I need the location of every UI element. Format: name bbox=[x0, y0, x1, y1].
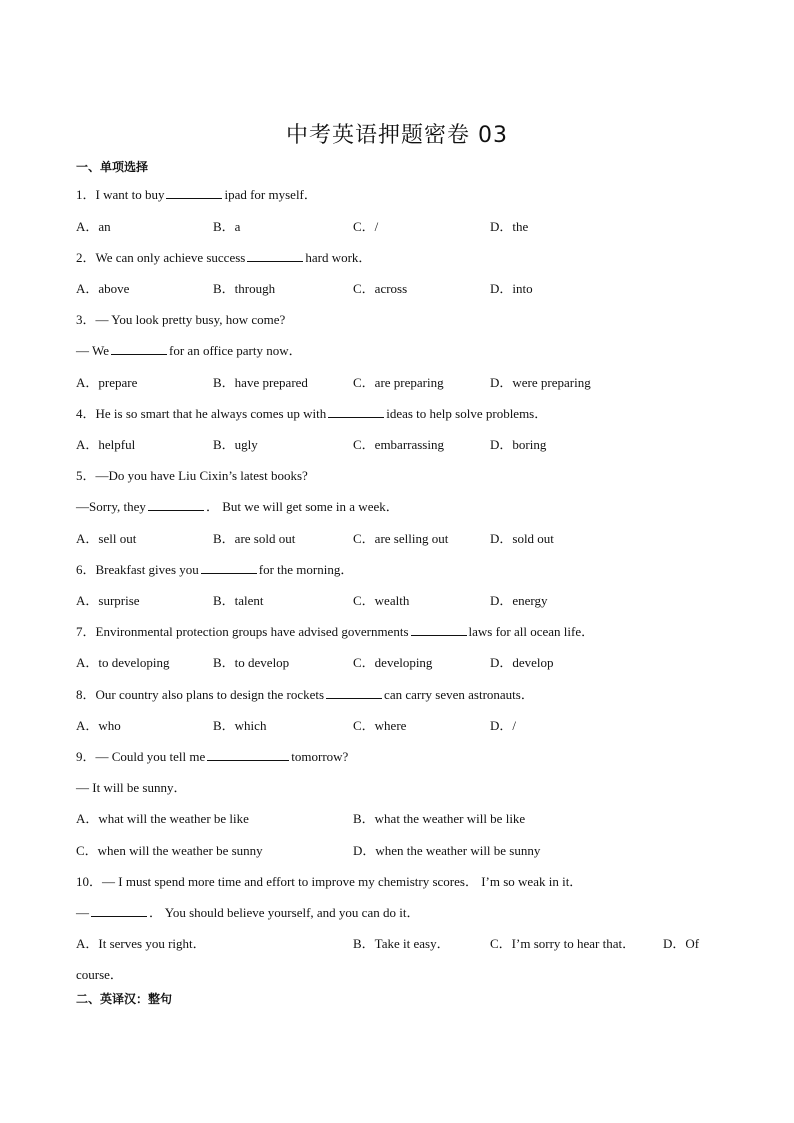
question-7 bbox=[76, 621, 594, 640]
option-c: C．are selling out bbox=[353, 531, 449, 546]
answer-blank bbox=[148, 498, 204, 511]
question-text: ． You should believe yourself, and you can do it． bbox=[149, 905, 420, 920]
question-text: 5．—Do you have Liu Cixin’s latest books? bbox=[76, 468, 308, 483]
option-d-wrap: course． bbox=[76, 967, 123, 982]
options-4 bbox=[76, 434, 716, 452]
option-c: C．embarrassing bbox=[353, 437, 444, 452]
question-2 bbox=[76, 247, 371, 266]
question-6 bbox=[76, 559, 353, 578]
options-9-row-1 bbox=[76, 808, 716, 826]
option-d: D．the bbox=[490, 219, 529, 234]
question-text: ． But we will get some in a week． bbox=[205, 499, 399, 514]
answer-blank bbox=[166, 186, 222, 199]
answer-blank bbox=[328, 405, 384, 418]
question-8 bbox=[76, 684, 534, 703]
option-d: D．into bbox=[490, 281, 533, 296]
options-2 bbox=[76, 278, 716, 296]
question-text: ideas to help solve problems． bbox=[386, 406, 548, 421]
option-d: D．boring bbox=[490, 437, 547, 452]
question-text: 4．He is so smart that he always comes up with bbox=[76, 406, 327, 421]
option-c: C．where bbox=[353, 718, 407, 733]
option-a: A．an bbox=[76, 219, 111, 234]
question-text: for an office party now． bbox=[169, 343, 302, 358]
option-d: D．Of bbox=[663, 936, 700, 951]
question-text: laws for all ocean life． bbox=[468, 624, 595, 639]
option-a: A．what will the weather be like bbox=[76, 811, 249, 826]
question-text: tomorrow? bbox=[291, 749, 349, 764]
option-b: B．ugly bbox=[213, 437, 258, 452]
option-b: B．a bbox=[213, 219, 241, 234]
option-d: D．were preparing bbox=[490, 375, 591, 390]
option-c: C．I’m sorry to hear that． bbox=[490, 936, 636, 951]
answer-blank bbox=[111, 342, 167, 355]
question-3 bbox=[76, 309, 285, 328]
option-d: D．develop bbox=[490, 655, 554, 670]
option-d: D．sold out bbox=[490, 531, 554, 546]
options-9-row-2 bbox=[76, 840, 716, 858]
question-text: — We bbox=[76, 343, 110, 358]
answer-blank bbox=[411, 623, 467, 636]
question-text: — bbox=[76, 905, 89, 920]
answer-blank bbox=[91, 904, 147, 917]
option-a: A．helpful bbox=[76, 437, 136, 452]
question-text: can carry seven astronauts． bbox=[384, 687, 534, 702]
question-text: 3．— You look pretty busy, how come? bbox=[76, 312, 286, 327]
option-d: D．/ bbox=[490, 718, 517, 733]
option-a: A．to developing bbox=[76, 655, 170, 670]
question-10 bbox=[76, 871, 582, 890]
question-text: hard work． bbox=[305, 250, 372, 265]
question-9 bbox=[76, 746, 348, 765]
option-a: A．It serves you right． bbox=[76, 936, 206, 951]
question-text: 8．Our country also plans to design the rockets bbox=[76, 687, 325, 702]
question-1 bbox=[76, 184, 317, 203]
question-text: 6．Breakfast gives you bbox=[76, 562, 199, 577]
option-d: D．energy bbox=[490, 593, 548, 608]
option-b: B．what the weather will be like bbox=[353, 811, 526, 826]
question-4 bbox=[76, 403, 547, 422]
option-c: C．/ bbox=[353, 219, 379, 234]
answer-blank bbox=[201, 561, 257, 574]
options-6 bbox=[76, 590, 716, 608]
option-b: B．talent bbox=[213, 593, 264, 608]
option-b: B．Take it easy． bbox=[353, 936, 450, 951]
question-text: ipad for myself． bbox=[224, 187, 317, 202]
option-c: C．developing bbox=[353, 655, 433, 670]
option-b: B．are sold out bbox=[213, 531, 296, 546]
options-7 bbox=[76, 652, 716, 670]
answer-blank bbox=[247, 249, 303, 262]
option-b: B．to develop bbox=[213, 655, 290, 670]
option-b: B．have prepared bbox=[213, 375, 308, 390]
question-10-line-2 bbox=[76, 902, 419, 921]
options-8 bbox=[76, 715, 716, 733]
options-10 bbox=[76, 933, 716, 951]
option-c: C．when will the weather be sunny bbox=[76, 843, 263, 858]
answer-blank bbox=[207, 748, 289, 761]
option-c: C．across bbox=[353, 281, 408, 296]
page-title: 中考英语押题密卷 03 bbox=[286, 123, 508, 148]
question-text: 1．I want to buy bbox=[76, 187, 165, 202]
question-text: 10．— I must spend more time and effort to improve my chemistry scores． I’m so weak in it． bbox=[76, 874, 583, 889]
option-b: B．which bbox=[213, 718, 267, 733]
question-5 bbox=[76, 465, 308, 484]
option-a: A．prepare bbox=[76, 375, 138, 390]
section-heading-translation: 二、英译汉：整句 bbox=[76, 992, 173, 1006]
option-d: D．when the weather will be sunny bbox=[353, 843, 541, 858]
section-heading-single-choice: 一、单项选择 bbox=[76, 160, 149, 174]
question-text: 7．Environmental protection groups have advised governments bbox=[76, 624, 409, 639]
options-5 bbox=[76, 528, 716, 546]
question-text: for the morning． bbox=[258, 562, 354, 577]
options-3 bbox=[76, 372, 716, 390]
options-1 bbox=[76, 216, 716, 234]
option-a: A．above bbox=[76, 281, 130, 296]
option-c: C．are preparing bbox=[353, 375, 444, 390]
question-text: 9．— Could you tell me bbox=[76, 749, 206, 764]
question-9-line-2 bbox=[76, 777, 187, 796]
option-a: A．who bbox=[76, 718, 121, 733]
question-5-line-2 bbox=[76, 496, 399, 515]
question-3-line-2 bbox=[76, 340, 302, 359]
question-text: — It will be sunny． bbox=[76, 780, 187, 795]
question-text: 2．We can only achieve success bbox=[76, 250, 246, 265]
option-a: A．surprise bbox=[76, 593, 140, 608]
answer-blank bbox=[326, 686, 382, 699]
option-b: B．through bbox=[213, 281, 276, 296]
option-a: A．sell out bbox=[76, 531, 137, 546]
question-text: —Sorry, they bbox=[76, 499, 146, 514]
option-c: C．wealth bbox=[353, 593, 410, 608]
